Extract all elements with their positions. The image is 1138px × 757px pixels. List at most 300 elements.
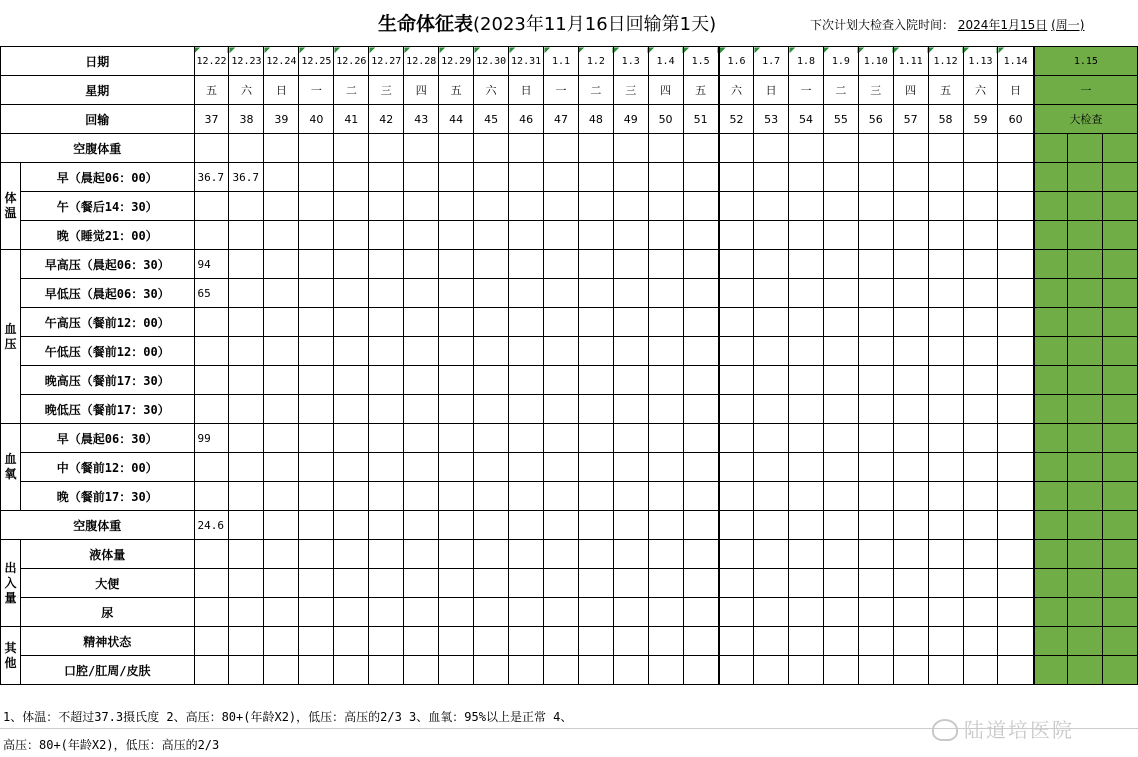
temperature-cell[interactable] [299, 221, 334, 250]
blood-pressure-cell[interactable] [578, 308, 613, 337]
blood-pressure-cell[interactable] [789, 308, 824, 337]
blood-pressure-cell[interactable] [334, 395, 369, 424]
blood-pressure-cell[interactable] [578, 366, 613, 395]
intake-output-cell[interactable] [963, 598, 998, 627]
blood-pressure-cell[interactable] [334, 279, 369, 308]
fasting-weight-cell[interactable] [893, 134, 928, 163]
blood-pressure-cell[interactable] [229, 337, 264, 366]
blood-pressure-cell[interactable] [264, 250, 299, 279]
fasting-weight-2-cell[interactable] [264, 511, 299, 540]
blood-pressure-cell[interactable] [509, 279, 544, 308]
blood-pressure-cell[interactable] [474, 366, 509, 395]
exam-cell[interactable] [1034, 482, 1068, 511]
fasting-weight-2-cell[interactable] [998, 511, 1034, 540]
intake-output-cell[interactable] [648, 598, 683, 627]
intake-output-cell[interactable] [439, 569, 474, 598]
exam-cell[interactable] [1068, 569, 1103, 598]
intake-output-cell[interactable] [578, 540, 613, 569]
fasting-weight-2-cell[interactable] [683, 511, 719, 540]
fasting-weight-cell[interactable] [229, 134, 264, 163]
blood-oxygen-cell[interactable] [683, 482, 719, 511]
other-cell[interactable] [229, 656, 264, 685]
blood-pressure-cell[interactable] [683, 366, 719, 395]
intake-output-cell[interactable] [613, 569, 648, 598]
fasting-weight-2-cell[interactable] [613, 511, 648, 540]
other-cell[interactable] [264, 627, 299, 656]
other-cell[interactable] [683, 656, 719, 685]
blood-pressure-cell[interactable] [578, 279, 613, 308]
temperature-cell[interactable] [789, 163, 824, 192]
blood-pressure-cell[interactable] [474, 395, 509, 424]
intake-output-cell[interactable] [544, 540, 579, 569]
blood-pressure-cell[interactable] [648, 250, 683, 279]
intake-output-cell[interactable] [998, 569, 1034, 598]
exam-cell[interactable] [1068, 308, 1103, 337]
blood-pressure-cell[interactable] [229, 366, 264, 395]
temperature-cell[interactable] [264, 163, 299, 192]
other-cell[interactable] [823, 627, 858, 656]
fasting-weight-cell[interactable] [963, 134, 998, 163]
blood-oxygen-cell[interactable] [858, 482, 893, 511]
blood-pressure-cell[interactable] [334, 250, 369, 279]
fasting-weight-cell[interactable] [648, 134, 683, 163]
intake-output-cell[interactable] [578, 569, 613, 598]
blood-pressure-cell[interactable] [963, 395, 998, 424]
blood-pressure-cell[interactable] [928, 279, 963, 308]
blood-pressure-cell[interactable]: 65 [194, 279, 229, 308]
temperature-cell[interactable] [194, 192, 229, 221]
intake-output-cell[interactable] [544, 569, 579, 598]
blood-pressure-cell[interactable] [264, 337, 299, 366]
blood-pressure-cell[interactable] [823, 279, 858, 308]
temperature-cell[interactable] [613, 192, 648, 221]
intake-output-cell[interactable] [613, 598, 648, 627]
blood-oxygen-cell[interactable] [823, 482, 858, 511]
exam-cell[interactable] [1102, 540, 1137, 569]
temperature-cell[interactable] [858, 221, 893, 250]
exam-cell[interactable] [1068, 424, 1103, 453]
blood-oxygen-cell[interactable] [404, 482, 439, 511]
blood-pressure-cell[interactable] [823, 337, 858, 366]
exam-cell[interactable] [1034, 163, 1068, 192]
blood-oxygen-cell[interactable] [194, 453, 229, 482]
blood-oxygen-cell[interactable] [404, 424, 439, 453]
blood-pressure-cell[interactable] [754, 395, 789, 424]
blood-pressure-cell[interactable] [683, 337, 719, 366]
fasting-weight-cell[interactable] [754, 134, 789, 163]
temperature-cell[interactable] [613, 163, 648, 192]
temperature-cell[interactable] [754, 163, 789, 192]
fasting-weight-cell[interactable] [299, 134, 334, 163]
blood-oxygen-cell[interactable] [928, 482, 963, 511]
intake-output-cell[interactable] [789, 540, 824, 569]
temperature-cell[interactable] [719, 192, 754, 221]
exam-cell[interactable] [1034, 656, 1068, 685]
blood-oxygen-cell[interactable] [509, 424, 544, 453]
temperature-cell[interactable] [509, 221, 544, 250]
fasting-weight-cell[interactable] [474, 134, 509, 163]
blood-pressure-cell[interactable] [299, 250, 334, 279]
exam-cell[interactable] [1034, 540, 1068, 569]
fasting-weight-cell[interactable] [789, 134, 824, 163]
blood-pressure-cell[interactable] [998, 395, 1034, 424]
temperature-cell[interactable] [683, 221, 719, 250]
intake-output-cell[interactable] [369, 540, 404, 569]
intake-output-cell[interactable] [264, 540, 299, 569]
blood-oxygen-cell[interactable] [439, 424, 474, 453]
blood-pressure-cell[interactable] [613, 250, 648, 279]
blood-pressure-cell[interactable] [369, 366, 404, 395]
blood-pressure-cell[interactable]: 94 [194, 250, 229, 279]
other-cell[interactable] [509, 656, 544, 685]
blood-pressure-cell[interactable] [683, 395, 719, 424]
other-cell[interactable] [369, 627, 404, 656]
blood-oxygen-cell[interactable] [299, 424, 334, 453]
temperature-cell[interactable] [474, 192, 509, 221]
fasting-weight-2-cell[interactable] [299, 511, 334, 540]
blood-pressure-cell[interactable] [544, 250, 579, 279]
blood-oxygen-cell[interactable] [789, 453, 824, 482]
exam-cell[interactable] [1034, 598, 1068, 627]
intake-output-cell[interactable] [404, 569, 439, 598]
other-cell[interactable] [998, 627, 1034, 656]
intake-output-cell[interactable] [719, 598, 754, 627]
other-cell[interactable] [613, 656, 648, 685]
blood-pressure-cell[interactable] [194, 366, 229, 395]
blood-oxygen-cell[interactable] [369, 453, 404, 482]
intake-output-cell[interactable] [369, 598, 404, 627]
other-cell[interactable] [719, 627, 754, 656]
blood-pressure-cell[interactable] [404, 395, 439, 424]
temperature-cell[interactable] [928, 221, 963, 250]
intake-output-cell[interactable] [474, 569, 509, 598]
blood-oxygen-cell[interactable] [648, 482, 683, 511]
blood-pressure-cell[interactable] [789, 250, 824, 279]
temperature-cell[interactable] [404, 192, 439, 221]
other-cell[interactable] [928, 627, 963, 656]
blood-oxygen-cell[interactable] [613, 453, 648, 482]
intake-output-cell[interactable] [404, 598, 439, 627]
blood-pressure-cell[interactable] [928, 366, 963, 395]
intake-output-cell[interactable] [578, 598, 613, 627]
other-cell[interactable] [683, 627, 719, 656]
intake-output-cell[interactable] [823, 569, 858, 598]
blood-oxygen-cell[interactable] [823, 424, 858, 453]
exam-cell[interactable] [1034, 250, 1068, 279]
fasting-weight-2-cell[interactable] [578, 511, 613, 540]
other-cell[interactable] [229, 627, 264, 656]
fasting-weight-2-cell[interactable] [893, 511, 928, 540]
blood-pressure-cell[interactable] [754, 250, 789, 279]
temperature-cell[interactable] [439, 163, 474, 192]
temperature-cell[interactable] [439, 221, 474, 250]
exam-cell[interactable] [1068, 134, 1103, 163]
intake-output-cell[interactable] [893, 598, 928, 627]
blood-pressure-cell[interactable] [509, 366, 544, 395]
blood-pressure-cell[interactable] [719, 308, 754, 337]
blood-pressure-cell[interactable] [648, 337, 683, 366]
temperature-cell[interactable] [544, 192, 579, 221]
blood-oxygen-cell[interactable] [509, 482, 544, 511]
blood-oxygen-cell[interactable] [893, 424, 928, 453]
other-cell[interactable] [474, 627, 509, 656]
blood-oxygen-cell[interactable] [683, 453, 719, 482]
blood-pressure-cell[interactable] [334, 337, 369, 366]
temperature-cell[interactable] [754, 221, 789, 250]
exam-cell[interactable] [1068, 453, 1103, 482]
blood-oxygen-cell[interactable] [683, 424, 719, 453]
blood-oxygen-cell[interactable]: 99 [194, 424, 229, 453]
blood-oxygen-cell[interactable] [474, 482, 509, 511]
exam-cell[interactable] [1102, 656, 1137, 685]
blood-pressure-cell[interactable] [194, 395, 229, 424]
temperature-cell[interactable] [754, 192, 789, 221]
temperature-cell[interactable] [439, 192, 474, 221]
blood-pressure-cell[interactable] [754, 308, 789, 337]
blood-pressure-cell[interactable] [928, 337, 963, 366]
blood-pressure-cell[interactable] [893, 337, 928, 366]
blood-oxygen-cell[interactable] [823, 453, 858, 482]
blood-pressure-cell[interactable] [369, 395, 404, 424]
blood-pressure-cell[interactable] [509, 250, 544, 279]
other-cell[interactable] [963, 627, 998, 656]
blood-oxygen-cell[interactable] [719, 453, 754, 482]
intake-output-cell[interactable] [264, 569, 299, 598]
temperature-cell[interactable] [369, 163, 404, 192]
blood-oxygen-cell[interactable] [754, 424, 789, 453]
temperature-cell[interactable] [474, 163, 509, 192]
other-cell[interactable] [754, 656, 789, 685]
fasting-weight-2-cell[interactable] [754, 511, 789, 540]
exam-cell[interactable] [1034, 569, 1068, 598]
intake-output-cell[interactable] [439, 540, 474, 569]
fasting-weight-cell[interactable] [683, 134, 719, 163]
temperature-cell[interactable] [719, 163, 754, 192]
blood-pressure-cell[interactable] [858, 337, 893, 366]
exam-cell[interactable] [1068, 250, 1103, 279]
other-cell[interactable] [369, 656, 404, 685]
blood-pressure-cell[interactable] [754, 337, 789, 366]
intake-output-cell[interactable] [229, 540, 264, 569]
exam-cell[interactable] [1102, 598, 1137, 627]
temperature-cell[interactable] [648, 192, 683, 221]
intake-output-cell[interactable] [299, 569, 334, 598]
blood-pressure-cell[interactable] [719, 250, 754, 279]
blood-pressure-cell[interactable] [648, 308, 683, 337]
blood-pressure-cell[interactable] [998, 337, 1034, 366]
blood-pressure-cell[interactable] [439, 308, 474, 337]
blood-pressure-cell[interactable] [229, 279, 264, 308]
blood-pressure-cell[interactable] [474, 279, 509, 308]
intake-output-cell[interactable] [509, 540, 544, 569]
intake-output-cell[interactable] [474, 598, 509, 627]
temperature-cell[interactable] [334, 192, 369, 221]
exam-cell[interactable] [1102, 627, 1137, 656]
temperature-cell[interactable] [648, 221, 683, 250]
temperature-cell[interactable] [299, 163, 334, 192]
blood-pressure-cell[interactable] [998, 366, 1034, 395]
blood-pressure-cell[interactable] [299, 366, 334, 395]
blood-oxygen-cell[interactable] [334, 453, 369, 482]
blood-pressure-cell[interactable] [998, 250, 1034, 279]
blood-pressure-cell[interactable] [264, 308, 299, 337]
other-cell[interactable] [858, 656, 893, 685]
temperature-cell[interactable] [648, 163, 683, 192]
blood-oxygen-cell[interactable] [229, 424, 264, 453]
intake-output-cell[interactable] [648, 540, 683, 569]
temperature-cell[interactable] [893, 192, 928, 221]
exam-cell[interactable] [1102, 482, 1137, 511]
blood-pressure-cell[interactable] [264, 395, 299, 424]
intake-output-cell[interactable] [334, 598, 369, 627]
blood-oxygen-cell[interactable] [719, 482, 754, 511]
fasting-weight-cell[interactable] [928, 134, 963, 163]
other-cell[interactable] [648, 656, 683, 685]
blood-pressure-cell[interactable] [893, 308, 928, 337]
blood-pressure-cell[interactable] [404, 250, 439, 279]
other-cell[interactable] [719, 656, 754, 685]
exam-cell[interactable] [1102, 395, 1137, 424]
exam-cell[interactable] [1034, 366, 1068, 395]
exam-cell[interactable] [1102, 569, 1137, 598]
blood-pressure-cell[interactable] [963, 366, 998, 395]
exam-cell[interactable] [1068, 221, 1103, 250]
temperature-cell[interactable] [334, 163, 369, 192]
temperature-cell[interactable] [544, 221, 579, 250]
intake-output-cell[interactable] [789, 598, 824, 627]
exam-cell[interactable] [1102, 163, 1137, 192]
blood-oxygen-cell[interactable] [613, 482, 648, 511]
temperature-cell[interactable] [963, 163, 998, 192]
blood-pressure-cell[interactable] [404, 279, 439, 308]
temperature-cell[interactable] [578, 221, 613, 250]
other-cell[interactable] [509, 627, 544, 656]
blood-oxygen-cell[interactable] [544, 424, 579, 453]
blood-pressure-cell[interactable] [613, 308, 648, 337]
intake-output-cell[interactable] [754, 540, 789, 569]
blood-oxygen-cell[interactable] [474, 424, 509, 453]
other-cell[interactable] [264, 656, 299, 685]
blood-pressure-cell[interactable] [369, 279, 404, 308]
exam-cell[interactable] [1102, 192, 1137, 221]
exam-cell[interactable] [1034, 627, 1068, 656]
blood-pressure-cell[interactable] [229, 250, 264, 279]
other-cell[interactable] [823, 656, 858, 685]
blood-pressure-cell[interactable] [858, 366, 893, 395]
temperature-cell[interactable] [789, 192, 824, 221]
intake-output-cell[interactable] [858, 540, 893, 569]
blood-pressure-cell[interactable] [474, 308, 509, 337]
blood-pressure-cell[interactable] [613, 395, 648, 424]
blood-pressure-cell[interactable] [963, 279, 998, 308]
blood-oxygen-cell[interactable] [264, 424, 299, 453]
blood-oxygen-cell[interactable] [264, 482, 299, 511]
blood-pressure-cell[interactable] [683, 250, 719, 279]
intake-output-cell[interactable] [194, 540, 229, 569]
exam-cell[interactable] [1068, 540, 1103, 569]
exam-cell[interactable] [1068, 192, 1103, 221]
intake-output-cell[interactable] [789, 569, 824, 598]
blood-oxygen-cell[interactable] [893, 453, 928, 482]
exam-cell[interactable] [1102, 453, 1137, 482]
blood-oxygen-cell[interactable] [998, 424, 1034, 453]
intake-output-cell[interactable] [893, 569, 928, 598]
temperature-cell[interactable] [823, 221, 858, 250]
blood-pressure-cell[interactable] [823, 308, 858, 337]
temperature-cell[interactable] [578, 163, 613, 192]
temperature-cell[interactable] [613, 221, 648, 250]
temperature-cell[interactable] [334, 221, 369, 250]
other-cell[interactable] [334, 656, 369, 685]
blood-oxygen-cell[interactable] [264, 453, 299, 482]
temperature-cell[interactable]: 36.7 [229, 163, 264, 192]
blood-pressure-cell[interactable] [998, 279, 1034, 308]
blood-pressure-cell[interactable] [299, 337, 334, 366]
blood-oxygen-cell[interactable] [719, 424, 754, 453]
other-cell[interactable] [578, 656, 613, 685]
other-cell[interactable] [299, 656, 334, 685]
intake-output-cell[interactable] [963, 540, 998, 569]
blood-pressure-cell[interactable] [439, 250, 474, 279]
temperature-cell[interactable] [893, 163, 928, 192]
blood-pressure-cell[interactable] [578, 250, 613, 279]
fasting-weight-cell[interactable] [613, 134, 648, 163]
blood-pressure-cell[interactable] [544, 308, 579, 337]
temperature-cell[interactable] [474, 221, 509, 250]
exam-cell[interactable] [1102, 511, 1137, 540]
temperature-cell[interactable] [823, 163, 858, 192]
blood-oxygen-cell[interactable] [893, 482, 928, 511]
temperature-cell[interactable] [858, 163, 893, 192]
blood-pressure-cell[interactable] [928, 395, 963, 424]
temperature-cell[interactable] [229, 192, 264, 221]
exam-cell[interactable] [1068, 627, 1103, 656]
intake-output-cell[interactable] [439, 598, 474, 627]
fasting-weight-2-cell[interactable] [369, 511, 404, 540]
other-cell[interactable] [194, 656, 229, 685]
exam-cell[interactable] [1034, 192, 1068, 221]
blood-oxygen-cell[interactable] [648, 453, 683, 482]
intake-output-cell[interactable] [229, 569, 264, 598]
fasting-weight-cell[interactable] [823, 134, 858, 163]
intake-output-cell[interactable] [334, 569, 369, 598]
temperature-cell[interactable] [369, 192, 404, 221]
blood-oxygen-cell[interactable] [789, 424, 824, 453]
exam-cell[interactable] [1034, 511, 1068, 540]
temperature-cell[interactable] [299, 192, 334, 221]
intake-output-cell[interactable] [928, 540, 963, 569]
blood-pressure-cell[interactable] [893, 395, 928, 424]
blood-oxygen-cell[interactable] [369, 482, 404, 511]
intake-output-cell[interactable] [264, 598, 299, 627]
blood-pressure-cell[interactable] [719, 395, 754, 424]
other-cell[interactable] [893, 656, 928, 685]
blood-oxygen-cell[interactable] [648, 424, 683, 453]
intake-output-cell[interactable] [858, 598, 893, 627]
exam-cell[interactable] [1102, 308, 1137, 337]
fasting-weight-2-cell[interactable] [439, 511, 474, 540]
intake-output-cell[interactable] [928, 598, 963, 627]
temperature-cell[interactable] [404, 163, 439, 192]
blood-oxygen-cell[interactable] [439, 482, 474, 511]
temperature-cell[interactable] [264, 221, 299, 250]
blood-pressure-cell[interactable] [194, 308, 229, 337]
exam-cell[interactable] [1034, 395, 1068, 424]
temperature-cell[interactable] [683, 163, 719, 192]
exam-cell[interactable] [1102, 134, 1137, 163]
fasting-weight-cell[interactable] [998, 134, 1034, 163]
blood-pressure-cell[interactable] [544, 337, 579, 366]
